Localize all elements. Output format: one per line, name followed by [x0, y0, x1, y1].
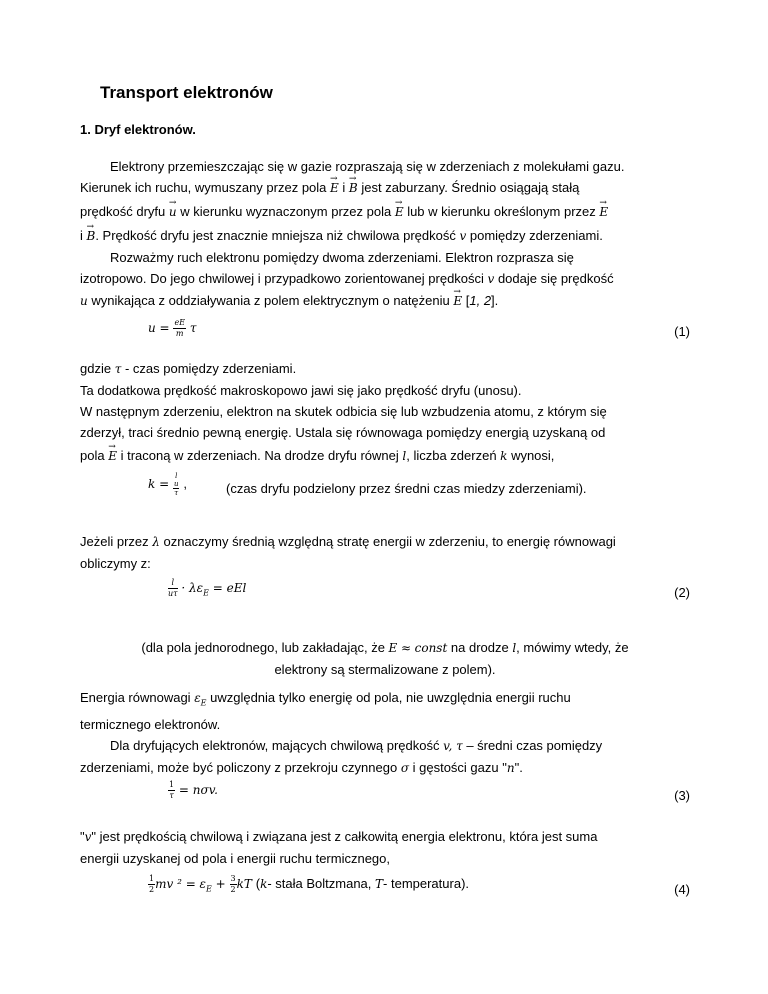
text-line: Kierunek ich ruchu, wymuszany przez pola → E i → B jest zaburzany. Średnio osiągają stałą — [80, 177, 690, 199]
text-line: termicznego elektronów. — [80, 716, 221, 732]
paragraph-collisions — [80, 358, 690, 467]
equation-k: k = l u τ , — [148, 472, 187, 497]
text-line: Energia równowagi $\varepsilon_E$ uwzględnia tylko energię od pola, nie uwzględnia energii ruchu — [80, 690, 571, 708]
symbol-v: v — [459, 229, 467, 243]
text-line: zderzeniami, może być policzony z przekroju czynnego σ i gęstości gazu "n". — [80, 759, 523, 775]
equation-1: u = $\frac{eE}{m}$ τ — [148, 318, 197, 338]
text-line: elektrony są stermalizowane z polem). — [274, 662, 496, 677]
page-title: Transport elektronów — [100, 83, 273, 102]
vector-E: → E — [453, 291, 462, 312]
vector-E: → E — [108, 446, 117, 467]
text-line: Jeżeli przez λ oznaczymy średnią względną stratę energii w zderzeniu, to energię równowagi — [80, 534, 616, 549]
paragraph-equilibrium-energy — [80, 687, 690, 779]
text-line: (dla pola jednorodnego, lub zakładając, że E ≈ const na drodze l, mówimy wtedy, że — [141, 640, 629, 655]
text-line: gdzie τ - czas pomiędzy zderzeniami. — [80, 361, 297, 376]
vector-E: → E — [330, 178, 339, 199]
text-line: Rozważmy ruch elektronu pomiędzy dwoma zderzeniami. Elektron rozprasza się — [110, 250, 574, 265]
text-line: u wynikająca z oddziaływania z polem elektrycznym o natężeniu → E [1, 2]. — [80, 290, 690, 312]
paragraph-drift-intro — [80, 156, 690, 312]
text-line: i → B. Prędkość dryfu jest znacznie mniejsza niż chwilowa prędkość v pomiędzy zderzeniami. — [80, 225, 690, 247]
text-line: zderzył, traci średnio pewną energię. Ustala się równowaga pomiędzy energią uzyskaną od — [80, 425, 606, 440]
text-line: obliczymy z: — [80, 556, 151, 571]
paragraph-energy-loss — [80, 531, 690, 574]
text-line: W następnym zderzeniu, elektron na skutek odbicia się lub wzbudzenia atomu, z którym się — [80, 404, 607, 419]
paragraph-total-energy — [80, 826, 690, 869]
vector-E: → E — [599, 202, 608, 223]
equation-number: (1) — [674, 324, 690, 339]
equation-2: $\frac{l}{u\tau}$ · $\lambda\varepsilon_E$ = eEl — [168, 578, 247, 598]
text-line: Ta dodatkowa prędkość makroskopowo jawi się jako prędkość dryfu (unosu). — [80, 383, 522, 398]
text-line: Elektrony przemieszczając się w gazie rozpraszają się w zderzeniach z molekułami gazu. — [110, 159, 625, 174]
equation-number: (2) — [674, 585, 690, 600]
text-line: pola → E i traconą w zderzeniach. Na drodze dryfu równej l, liczba zderzeń k wynosi, — [80, 445, 690, 467]
vector-B: → B — [87, 226, 96, 247]
equation-note: (czas dryfu podzielony przez średni czas miedzy zderzeniami). — [226, 481, 587, 496]
text-line: prędkość dryfu → u w kierunku wyznaczonym przez pola → E lub w kierunku określonym przez → E — [80, 201, 690, 223]
equation-3: $\frac{1}{\tau}$ = nσv. — [169, 780, 218, 800]
text-line: izotropowo. Do jego chwilowej i przypadkowo zorientowanej prędkości v dodaje się prędkość — [80, 271, 614, 286]
text-line: "v" jest prędkością chwilową i związana jest z całkowitą energia elektronu, która jest suma — [80, 829, 598, 844]
equation-number: (3) — [674, 788, 690, 803]
citation: 1, 2 — [469, 293, 492, 308]
section-heading: 1. Dryf elektronów. — [80, 122, 196, 137]
text-line: Dla dryfujących elektronów, mających chwilową prędkość v, τ – średni czas pomiędzy — [110, 737, 603, 753]
vector-u: → u — [169, 202, 177, 223]
vector-B: → B — [349, 178, 358, 199]
equation-4: $\frac{1}{2}$ mv $^2 = \varepsilon_E$ + $\frac{3}{2}$ kT (k- stała Boltzmana, T- temperatura). — [149, 874, 470, 894]
paragraph-uniform-field — [90, 637, 680, 680]
vector-E: → E — [395, 202, 404, 223]
text-line: energii uzyskanej od pola i energii ruchu termicznego, — [80, 851, 391, 866]
equation-number: (4) — [674, 882, 690, 897]
